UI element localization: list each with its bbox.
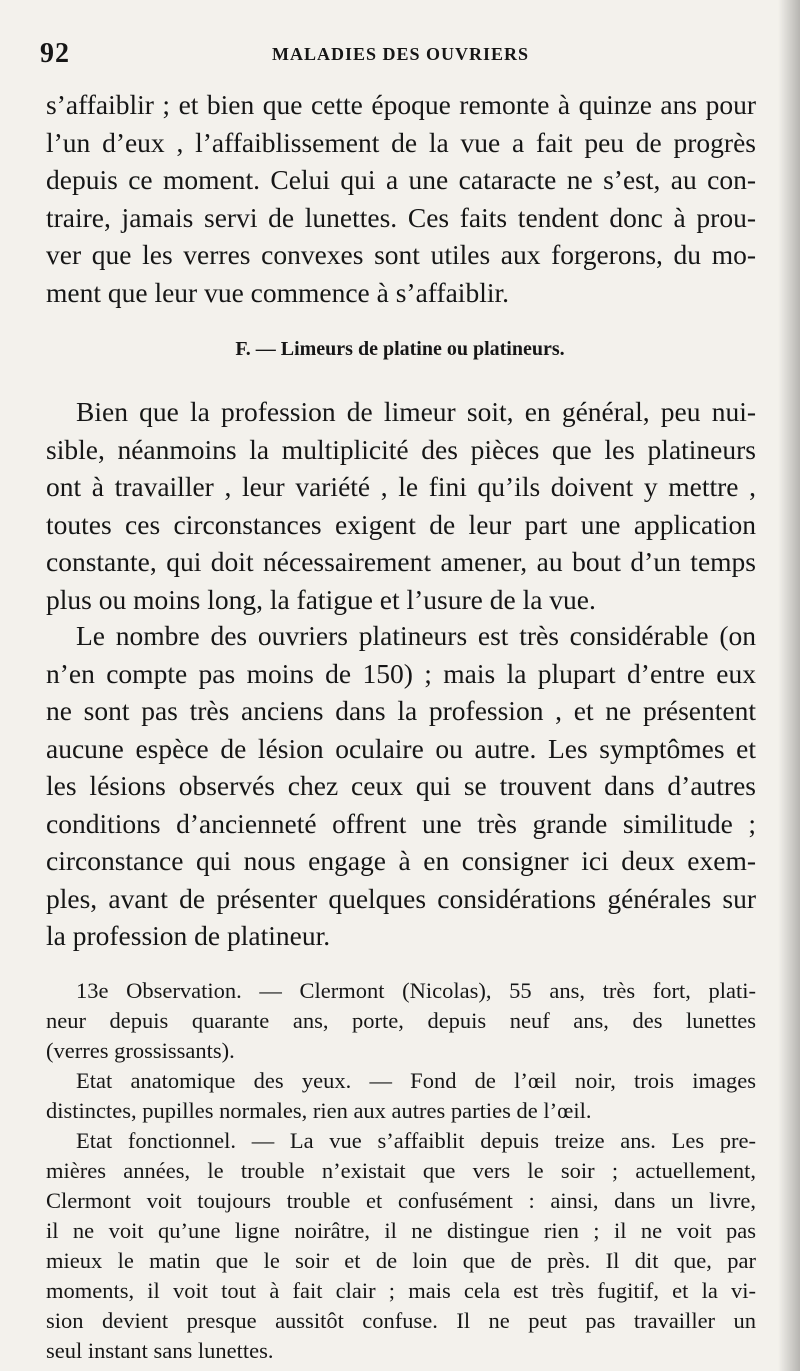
text-line: constante, qui doit nécessairement amener, au bout d’un temps (46, 546, 756, 577)
text-line: ne sont pas très anciens dans la profession , et ne présentent (46, 695, 756, 726)
text-line: ont à travailler , leur variété , le fini qu’ils doivent y mettre , (46, 471, 756, 502)
running-head (40, 38, 760, 78)
text-line: circonstance qui nous engage à en consigner ici deux exem- (46, 845, 756, 876)
observation-line: sion devient presque aussitôt confuse. Il ne peut pas travailler un (46, 1308, 756, 1333)
text-line: l’un d’eux , l’affaiblissement de la vue a fait peu de progrès (46, 126, 756, 158)
observation-13 (46, 976, 756, 1366)
paragraph-limeurs (46, 393, 756, 618)
text-line: depuis ce moment. Celui qui a une cataracte ne s’est, au con- (46, 164, 756, 195)
text-line: les lésions observés chez ceux qui se trouvent dans d’autres (46, 770, 756, 801)
text-line: Le nombre des ouvriers platineurs est très considérable (on (76, 620, 756, 651)
paragraph-continuation (46, 86, 756, 311)
observation-line: distinctes, pupilles normales, rien aux autres parties de l’œil. (46, 1098, 592, 1123)
paragraph-platineurs (46, 617, 756, 955)
observation-line: moments, il voit tout à fait clair ; mais cela est très fugitif, et la vi- (46, 1278, 756, 1303)
observation-line: Clermont voit toujours trouble et confusément : ainsi, dans un livre, (46, 1188, 756, 1213)
page-number: 92 (40, 38, 70, 69)
text-line: ver que les verres convexes sont utiles aux forgerons, du mo- (46, 239, 756, 270)
page-edge-shadow (778, 0, 800, 1371)
observation-line: 13e Observation. — Clermont (Nicolas), 55 ans, très fort, plati- (76, 978, 756, 1003)
text-line: ment que leur vue commence à s’affaiblir. (46, 276, 509, 308)
section-heading: F. — Limeurs de platine ou platineurs. (235, 338, 565, 360)
text-line: conditions d’ancienneté offrent une très grande similitude ; (46, 807, 756, 839)
observation-line: mieux le matin que le soir et de loin que de près. Il dit que, par (46, 1248, 756, 1273)
observation-line: seul instant sans lunettes. (46, 1338, 274, 1363)
observation-line: Etat anatomique des yeux. — Fond de l’œil noir, trois images (76, 1068, 756, 1093)
observation-line: mières années, le trouble n’existait que vers le soir ; actuellement, (46, 1158, 756, 1183)
text-line: traire, jamais servi de lunettes. Ces faits tendent donc à prou- (46, 201, 756, 233)
text-line: Bien que la profession de limeur soit, en général, peu nui- (76, 396, 756, 427)
running-title: MALADIES DES OUVRIERS (272, 44, 530, 64)
text-line: ples, avant de présenter quelques considérations générales sur (46, 882, 756, 914)
text-line: n’en compte pas moins de 150) ; mais la plupart d’entre eux (46, 657, 756, 689)
text-line: plus ou moins long, la fatigue et l’usure de la vue. (46, 583, 596, 615)
observation-line: Etat fonctionnel. — La vue s’affaiblit depuis treize ans. Les pre- (76, 1128, 756, 1153)
observation-line: neur depuis quarante ans, porte, depuis neuf ans, des lunettes (46, 1008, 756, 1033)
text-line: la profession de platineur. (46, 920, 331, 951)
text-line: aucune espèce de lésion oculaire ou autre. Les symptômes et (46, 732, 756, 764)
observation-line: (verres grossissants). (46, 1038, 235, 1063)
text-line: s’affaiblir ; et bien que cette époque remonte à quinze ans pour (46, 89, 756, 120)
text-line: toutes ces circonstances exigent de leur part une application (46, 508, 756, 540)
observation-line: il ne voit qu’une ligne noirâtre, il ne distingue rien ; il ne voit pas (46, 1218, 756, 1243)
text-line: sible, néanmoins la multiplicité des pièces que les platineurs (46, 433, 756, 465)
